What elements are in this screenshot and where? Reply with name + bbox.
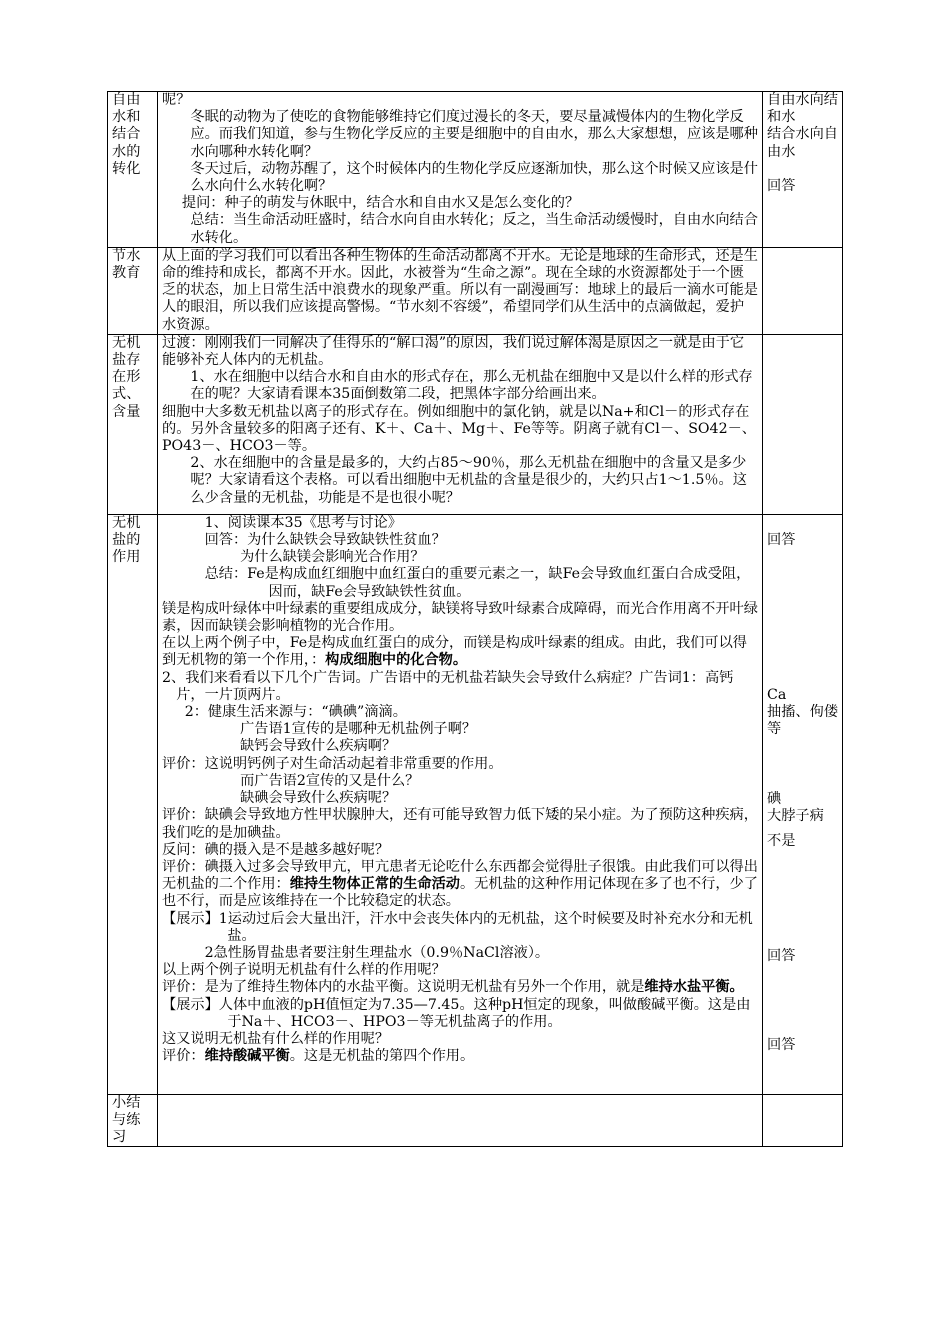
row-notes (763, 92, 843, 248)
paragraph: 冬眠的动物为了使吃的食物能够维持它们度过漫长的冬天，要尽量减慢体内的生物化学反应。而我们知道，参与生物化学反应的主要是细胞中的自由水，那么大家想想，应该是哪种水向哪种水转化啊？ (190, 109, 758, 160)
paragraph: 镁是构成叶绿体中叶绿素的重要组成成分，缺镁将导致叶绿素合成障碍，而光合作用离不开叶绿素，因而缺镁会影响植物的光合作用。 (162, 600, 758, 635)
paragraph: 反问：碘的摄入是不是越多越好呢？ (162, 841, 390, 858)
row-notes (763, 514, 843, 1094)
paragraph: 评价：是为了维持生物体内的水盐平衡。这说明无机盐有另外一个作用，就是维持水盐平衡。 (162, 979, 744, 996)
row-notes (763, 1094, 843, 1147)
row-content (158, 514, 763, 1094)
paragraph: 细胞中大多数无机盐以离子的形式存在。例如细胞中的氯化钠，就是以Na+和Cl－的形式存在的。另外含量较多的阳离子还有、K＋、Ca＋、Mg＋、Fe等等。阴离子就有Cl－、SO42－、PO43－、HCO3－等。 (162, 403, 756, 455)
note: 碘 (767, 790, 782, 807)
paragraph: 为什么缺镁会影响光合作用？ (240, 549, 425, 566)
paragraph: 【展示】1运动过后会大量出汗，汗水中会丧失体内的无机盐，这个时候要及时补充水分和无机盐。 (162, 910, 753, 944)
row-label: 无机盐的作用 (108, 514, 158, 1094)
paragraph: 总结：当生命活动旺盛时，结合水向自由水转化；反之，当生命活动缓慢时，自由水向结合水转化。 (190, 212, 758, 246)
paragraph: 这又说明无机盐有什么样的作用呢？ (162, 1030, 390, 1047)
paragraph: 回答：为什么缺铁会导致缺铁性贫血？ (204, 532, 446, 549)
row-summary (108, 1094, 843, 1147)
paragraph: 2、水在细胞中的含量是最多的，大约占85～90％，那么无机盐在细胞中的含量又是多少呢？大家请看这个表格。可以看出细胞中无机盐的含量是很少的，大约只占1～1.5％。这么少含量的无机盐，功能是不是也很小呢？ (190, 455, 747, 506)
row-label: 自由水和结合水的转化 (108, 92, 158, 248)
paragraph: 评价：碘摄入过多会导致甲亢，甲亢患者无论吃什么东西都会觉得肚子很饿。由此我们可以得出无机盐的二个作用：维持生物体正常的生命活动。无机盐的这种作用记体现在多了也不行，少了也不行，而是应该维持在一个比较稳定的状态。 (162, 858, 758, 910)
row-label: 小结与练习 (108, 1094, 158, 1147)
note: 抽搐、佝偻等 (767, 704, 838, 738)
paragraph: 缺碘会导致什么疾病呢？ (240, 790, 397, 807)
row-content (158, 334, 763, 514)
paragraph: 【展示】人体中血液的pH值恒定为7.35—7.45。这种pH恒定的现象，叫做酸碱平衡。这是由于Na＋、HCO3－、HPO3－等无机盐离子的作用。 (162, 996, 751, 1030)
key-point: 维持水盐平衡。 (644, 979, 744, 996)
paragraph: 提问：种子的萌发与休眠中，结合水和自由水又是怎么变化的？ (181, 195, 580, 212)
key-point: 维持生物体正常的生命活动 (289, 876, 460, 893)
note: 自由水向结和水 (767, 92, 838, 126)
note: 大脖子病 (767, 807, 824, 824)
note: 回答 (767, 531, 796, 548)
row-content (158, 1094, 763, 1147)
paragraph: 评价：缺碘会导致地方性甲状腺肿大，还有可能导致智力低下矮的呆小症。为了预防这种疾病，我们吃的是加碘盐。 (162, 807, 758, 841)
row-notes (763, 334, 843, 514)
row-salt-functions (108, 514, 843, 1094)
row-notes (763, 247, 843, 334)
note: Ca (767, 687, 787, 704)
paragraph: 总结：Fe是构成血红细胞中血红蛋白的重要元素之一，缺Fe会导致血红蛋白合成受阻，因而，缺Fe会导致缺铁性贫血。 (204, 566, 751, 600)
paragraph: 评价：维持酸碱平衡。这是无机盐的第四个作用。 (162, 1048, 475, 1065)
note: 回答 (767, 1037, 796, 1054)
lesson-plan-table (107, 91, 843, 1147)
note: 结合水向自由水 (767, 126, 838, 160)
paragraph: 1、水在细胞中以结合水和自由水的形式存在，那么无机盐在细胞中又是以什么样的形式存在的呢？大家请看课本35面倒数第二段，把黑体字部分给画出来。 (190, 369, 753, 403)
row-water-education (108, 247, 843, 334)
row-water-conversion (108, 92, 843, 248)
note: 回答 (767, 177, 796, 194)
paragraph: 过渡：刚刚我们一同解决了佳得乐的“解口渴”的原因，我们说过解体渴是原因之一就是由于它能够补充人体内的无机盐。 (162, 334, 745, 369)
paragraph: 2、我们来看看以下几个广告词。广告语中的无机盐若缺失会导致什么病症？广告词1：高钙片，一片顶两片。 (162, 669, 734, 703)
row-content (158, 92, 763, 248)
note: 回答 (767, 948, 796, 965)
key-point: 维持酸碱平衡 (204, 1048, 290, 1065)
paragraph: 评价：这说明钙例子对生命活动起着非常重要的作用。 (162, 755, 503, 772)
key-point: 构成细胞中的化合物。 (325, 652, 468, 669)
row-salt-forms (108, 334, 843, 514)
paragraph: 从上面的学习我们可以看出各种生物体的生命活动都离不开水。无论是地球的生命形式，还是生命的维持和成长，都离不开水。因此，水被誉为“生命之源”。现在全球的水资源都处于一个匮乏的状态，加上日常生活中浪费水的现象严重。所以有一副漫画写：地球上的最后一滴水可能是人的眼泪，所以我们应该提高警惕。“节水刻不容缓”，希望同学们从生活中的点滴做起，爱护水资源。 (162, 247, 758, 333)
paragraph: 2急性肠胃盐患者要注射生理盐水（0.9％NaCl溶液）。 (204, 944, 550, 961)
paragraph: 冬天过后，动物苏醒了，这个时候体内的生物化学反应逐渐加快，那么这个时候又应该是什么水向什么水转化啊？ (190, 160, 758, 195)
paragraph: 在以上两个例子中，Fe是构成血红蛋白的成分，而镁是构成叶绿素的组成。由此，我们可以得到无机物的第一个作用，：构成细胞中的化合物。 (162, 635, 747, 669)
paragraph: 缺钙会导致什么疾病啊？ (240, 738, 397, 755)
paragraph: 广告语1宣传的是哪种无机盐例子啊？ (240, 721, 477, 738)
note: 不是 (767, 833, 796, 850)
paragraph: 呢？ (162, 92, 191, 108)
row-content (158, 247, 763, 334)
row-label: 节水教育 (108, 247, 158, 334)
paragraph: 1、阅读课本35《思考与讨论》 (204, 514, 402, 531)
paragraph: 而广告语2宣传的又是什么？ (240, 772, 420, 789)
paragraph: 以上两个例子说明无机盐有什么样的作用呢？ (162, 962, 446, 979)
paragraph: 2：健康生活来源与：“碘碘”滴滴。 (184, 704, 407, 721)
row-label: 无机盐存在形式、含量 (108, 334, 158, 514)
